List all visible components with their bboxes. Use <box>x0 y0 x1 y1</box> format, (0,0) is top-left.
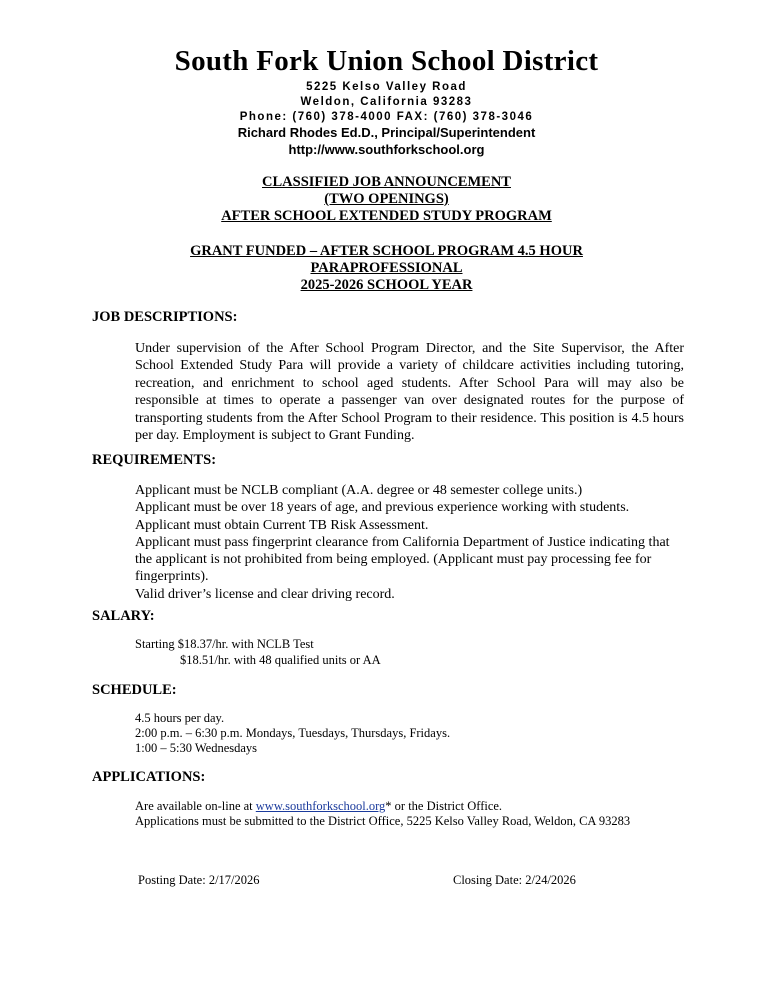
city-address: Weldon, California 93283 <box>300 96 473 108</box>
applications-heading: APPLICATIONS: <box>92 769 206 785</box>
district-website: http://www.southforkschool.org <box>288 142 485 157</box>
principal-name: Richard Rhodes Ed.D., Principal/Superintendent <box>237 125 536 140</box>
requirements-list <box>135 482 695 603</box>
district-name: South Fork Union School District <box>174 45 599 77</box>
job-descriptions-text: Under supervision of the After School Program Director, and the Site Supervisor, the After School Extended Study Para will provide a variety of childcare activities including tutoring, recreation, and enrichment to school aged students. After School Para will may also be responsible at times to operate a passenger van over designated routes for the purpose of transporting students from the After School Program to their residence. This position is 4.5 hours per day. Employment is subject to Grant Funding. <box>135 341 684 444</box>
applications-submission: Applications must be submitted to the District Office, 5225 Kelso Valley Road, Weldon, CA 93283 <box>135 814 631 828</box>
program-name: AFTER SCHOOL EXTENDED STUDY PROGRAM <box>221 208 552 224</box>
schedule-heading: SCHEDULE: <box>92 682 177 698</box>
posting-date: Posting Date: 2/17/2026 <box>138 873 260 887</box>
salary-starting: Starting $18.37/hr. with NCLB Test <box>135 637 314 651</box>
applications-prefix: Are available on-line at <box>135 799 256 813</box>
applications-availability <box>135 799 502 814</box>
requirement-item: Applicant must be NCLB compliant (A.A. degree or 48 semester college units.) <box>135 483 583 498</box>
schedule-item: 2:00 p.m. – 6:30 p.m. Mondays, Tuesdays, Thursdays, Fridays. <box>135 726 451 740</box>
applications-suffix: * or the District Office. <box>385 799 503 813</box>
website-link[interactable]: www.southforkschool.org <box>255 799 386 813</box>
requirement-item: Valid driver’s license and clear driving record. <box>135 586 395 602</box>
schedule-item: 4.5 hours per day. <box>135 711 225 725</box>
requirements-heading: REQUIREMENTS: <box>92 452 217 468</box>
job-descriptions-heading: JOB DESCRIPTIONS: <box>92 309 238 325</box>
announcement-title: CLASSIFIED JOB ANNOUNCEMENT <box>262 174 511 190</box>
openings-count <box>0 191 773 208</box>
requirement-item: Applicant must obtain Current TB Risk Assessment. <box>135 517 429 533</box>
openings-count-text: (TWO OPENINGS) <box>324 191 449 207</box>
phone-fax: Phone: (760) 378-4000 FAX: (760) 378-3046 <box>239 111 534 123</box>
closing-date: Closing Date: 2/24/2026 <box>453 873 576 887</box>
school-year: 2025-2026 SCHOOL YEAR <box>300 277 473 293</box>
requirement-item: Applicant must pass fingerprint clearance from California Department of Justice indicating that the applicant is not prohibited from being employed. (Applicant must pay processing fee for fingerprints). <box>135 534 670 585</box>
street-address: 5225 Kelso Valley Road <box>306 81 467 93</box>
position-title: GRANT FUNDED – AFTER SCHOOL PROGRAM 4.5 HOUR <box>190 243 583 259</box>
schedule-item: 1:00 – 5:30 Wednesdays <box>135 741 258 755</box>
requirement-item: Applicant must be over 18 years of age, and previous experience working with students. <box>135 500 630 516</box>
position-type: PARAPROFESSIONAL <box>310 260 463 276</box>
salary-qualified: $18.51/hr. with 48 qualified units or AA <box>180 653 381 667</box>
salary-heading: SALARY: <box>92 608 155 624</box>
